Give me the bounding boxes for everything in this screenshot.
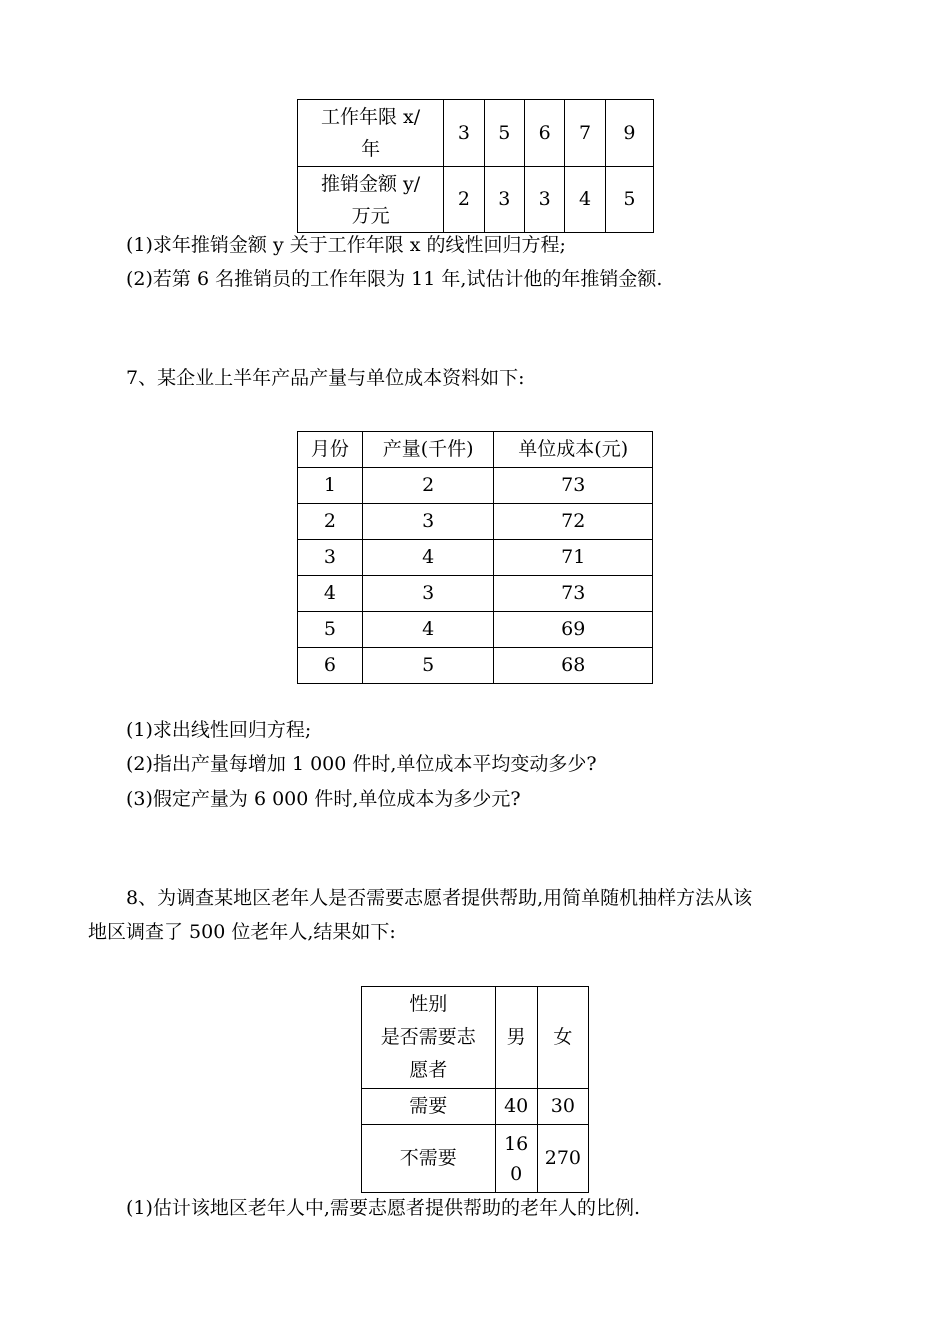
table-cell: 68 [494, 648, 653, 684]
table-cell: 1 [298, 468, 363, 504]
table-row [298, 648, 653, 684]
table-cell: 30 [537, 1089, 588, 1125]
table-cell: 7 [565, 100, 605, 167]
table-header-cell: 单位成本(元) [494, 432, 653, 468]
table-cell: 2 [298, 504, 363, 540]
table-cell: 3 [524, 167, 564, 233]
work-years-sales-table [297, 99, 654, 233]
table-header-cell: 女 [537, 987, 588, 1089]
table-row [298, 540, 653, 576]
table-row [298, 612, 653, 648]
table-cell: 3 [362, 576, 494, 612]
table-header-cell: 推销金额 y/ 万元 [298, 167, 444, 233]
table-cell: 5 [362, 648, 494, 684]
table-cell: 5 [484, 100, 524, 167]
table-cell: 3 [484, 167, 524, 233]
table-row [298, 576, 653, 612]
table-cell: 3 [362, 504, 494, 540]
question-6-part-1: (1)求年推销金额 y 关于工作年限 x 的线性回归方程; [126, 234, 566, 256]
question-6-part-2: (2)若第 6 名推销员的工作年限为 11 年,试估计他的年推销金额. [126, 268, 663, 290]
table-cell: 2 [444, 167, 484, 233]
volunteer-need-table [361, 986, 589, 1193]
table-cell: 69 [494, 612, 653, 648]
table-header-cell: 月份 [298, 432, 363, 468]
table-cell: 270 [537, 1125, 588, 1193]
table-cell: 5 [605, 167, 653, 233]
question-7-part-3: (3)假定产量为 6 000 件时,单位成本为多少元? [126, 788, 521, 810]
table-cell: 需要 [362, 1089, 496, 1125]
table-cell: 40 [495, 1089, 537, 1125]
table-cell: 72 [494, 504, 653, 540]
question-7-part-2: (2)指出产量每增加 1 000 件时,单位成本平均变动多少? [126, 753, 597, 775]
table-cell: 73 [494, 576, 653, 612]
table-cell: 6 [298, 648, 363, 684]
table-cell: 不需要 [362, 1125, 496, 1193]
table-cell: 16 0 [495, 1125, 537, 1193]
production-cost-table [297, 431, 653, 684]
table-cell: 71 [494, 540, 653, 576]
question-8-intro-line-2: 地区调查了 500 位老年人,结果如下: [88, 921, 396, 943]
table-cell: 3 [444, 100, 484, 167]
table-cell: 73 [494, 468, 653, 504]
table-cell: 4 [298, 576, 363, 612]
question-8-intro-line-1: 8、为调查某地区老年人是否需要志愿者提供帮助,用简单随机抽样方法从该 [126, 887, 753, 909]
table-cell: 4 [565, 167, 605, 233]
table-row [362, 1125, 589, 1193]
table-row [362, 1089, 589, 1125]
table-row [298, 504, 653, 540]
table-header-cell: 男 [495, 987, 537, 1089]
table-cell: 9 [605, 100, 653, 167]
table-cell: 4 [362, 540, 494, 576]
table-row [298, 468, 653, 504]
table-cell: 6 [524, 100, 564, 167]
table-header-cell: 性别 是否需要志 愿者 [362, 987, 496, 1089]
question-8-part-1: (1)估计该地区老年人中,需要志愿者提供帮助的老年人的比例. [126, 1197, 640, 1219]
table-cell: 4 [362, 612, 494, 648]
table-header-cell: 产量(千件) [362, 432, 494, 468]
question-7-intro: 7、某企业上半年产品产量与单位成本资料如下: [126, 367, 525, 389]
table-header-cell: 工作年限 x/ 年 [298, 100, 444, 167]
table-cell: 2 [362, 468, 494, 504]
question-7-part-1: (1)求出线性回归方程; [126, 719, 312, 741]
table-cell: 5 [298, 612, 363, 648]
table-cell: 3 [298, 540, 363, 576]
